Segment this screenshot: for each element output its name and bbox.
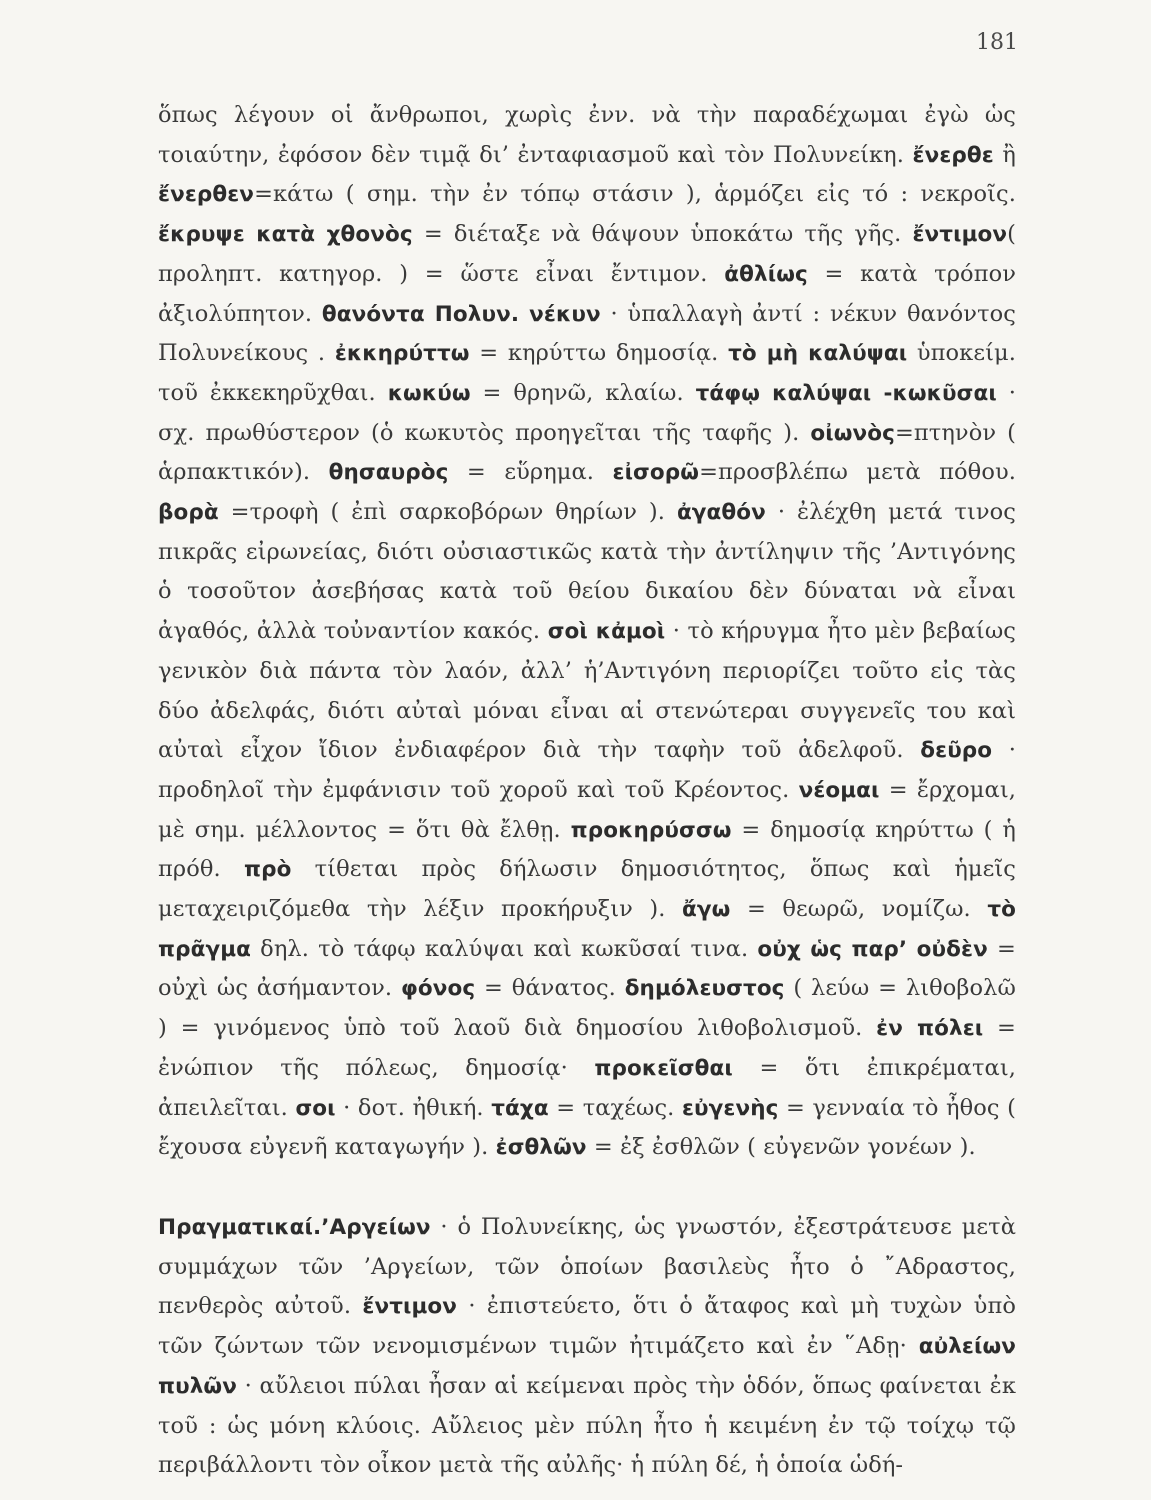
lemma-term: ἐσθλῶν <box>495 1135 587 1161</box>
gloss-text: = ταχέως. <box>548 1094 682 1121</box>
gloss-text: · προδηλοῖ τὴν ἐμφάνισιν τοῦ χοροῦ καὶ τοῦ Κρέοντος. <box>158 737 1016 803</box>
gloss-text: = εὕρημα. <box>448 459 613 486</box>
gloss-text: · τὸ κήρυγμα ἦτο μὲν βεβαίως γενικὸν διὰ πάντα τὸν λαόν, ἀλλ’ ἡ’Αντιγόνη περιορίζει τοῦτο εἰς τὰς δύο ἀδελφάς, διότι αὐταὶ μόναι εἶναι αἱ στενώτεραι συγγενεῖς του καὶ αὐταὶ εἶχον ἴδιον ἐνδιαφέρον διὰ τὴν ταφὴν τοῦ ἀδελφοῦ. <box>158 618 1017 764</box>
gloss-text: · ἐλέχθη μετά τινος πικρᾶς εἰρωνείας, διότι οὐσιαστικῶς κατὰ τὴν ἀντίληψιν τῆς ’Αντιγόνης ὁ τοσοῦτον ἀσεβήσας κατὰ τοῦ θείου δικαίου δὲν δύναται νὰ εἶναι ἀγαθός, ἀλλὰ τοὐναντίον κακός. <box>158 499 1016 645</box>
gloss-text: =προσβλέπω μετὰ πόθου. <box>699 459 1017 486</box>
gloss-text: =τροφὴ ( ἐπὶ σαρκοβόρων θηρίων ). <box>218 499 677 526</box>
lemma-term: ἔκρυψε κατὰ χθονὸς <box>158 222 413 248</box>
gloss-text: ( προληπτ. κατηγορ. ) = ὥστε εἶναι ἔντιμον. <box>158 221 1016 287</box>
lemma-term: πρὸ <box>243 857 292 883</box>
lemma-term: τάχα <box>491 1095 549 1121</box>
lemma-term: οὐχ ὡς παρ’ οὐδὲν <box>757 936 988 962</box>
lemma-term: τὸ μὴ καλύψαι <box>728 341 908 367</box>
lemma-term: νέομαι <box>798 777 880 803</box>
page-number: 181 <box>976 30 1018 55</box>
paragraph-factual-notes <box>158 1208 1016 1486</box>
lemma-term: φόνος <box>400 976 476 1002</box>
lemma-term: ἔνερθε <box>912 142 994 168</box>
lemma-term: κωκύω <box>387 380 471 406</box>
lemma-term: ἀγαθόν <box>676 500 766 526</box>
lemma-term: θανόντα Πολυν. νέκυν <box>321 301 601 327</box>
lemma-term: προκεῖσθαι <box>594 1055 733 1081</box>
gloss-text: =πτηνὸν ( ἁρπακτικόν). <box>158 419 1016 486</box>
gloss-text: ἢ <box>993 141 1016 168</box>
gloss-text: = ἐνώπιον τῆς πόλεως, δημοσίᾳ· <box>158 1015 1016 1081</box>
gloss-text: ὅπως λέγουν οἱ ἄνθρωποι, χωρὶς ἐνν. νὰ τὴν παραδέχωμαι ἐγὼ ὡς τοιαύτην, ἐφόσον δὲν τιμᾷ δι’ ἐνταφιασμοῦ καὶ τὸν Πολυνείκη. <box>158 102 1016 168</box>
lemma-term: τάφῳ καλύψαι -κωκῦσαι <box>695 380 997 406</box>
gloss-text: = οὐχὶ ὡς ἀσήμαντον. <box>158 935 1016 1002</box>
lemma-term: ἔντιμον <box>912 222 1008 248</box>
lemma-term: βορὰ <box>158 500 219 526</box>
paragraph-commentary <box>158 96 1016 1168</box>
gloss-text: δηλ. τὸ τάφῳ καλύψαι καὶ κωκῦσαί τινα. <box>251 935 758 962</box>
gloss-text: = δημοσίᾳ κηρύττω ( ἡ πρόθ. <box>158 816 1016 883</box>
gloss-text: · ὁ Πολυνείκης, ὡς γνωστόν, ἐξεστράτευσε μετὰ συμμάχων τῶν ’Αργείων, τῶν ὁποίων βασιλεὺς ἦτο ὁ ῎Αδραστος, πενθερὸς αὐτοῦ. <box>158 1213 1016 1320</box>
gloss-text: · ὑπαλλαγὴ ἀντί : νέκυν θανόντος Πολυνείκους . <box>158 300 1016 367</box>
lemma-term: ἐν πόλει <box>876 1016 984 1042</box>
gloss-text: · ἐπιστεύετο, ὅτι ὁ ἄταφος καὶ μὴ τυχὼν ὑπὸ τῶν ζώντων τῶν νενομισμένων τιμῶν ἠτιμάζετο καὶ ἐν ῞Αδῃ· <box>158 1293 1016 1360</box>
gloss-text: = θεωρῶ, νομίζω. <box>730 896 988 923</box>
lemma-term: οἰωνὸς <box>810 420 895 446</box>
lemma-term: Πραγματικαί.’Αργείων <box>158 1214 431 1240</box>
lemma-term: προκηρύσσω <box>570 817 732 843</box>
lemma-term: τὸ πρᾶγμα <box>158 897 1017 962</box>
lemma-term: δημόλευστος <box>624 976 785 1002</box>
gloss-text: = θάνατος. <box>475 975 625 1002</box>
gloss-text: = ὅτι ἐπικρέμαται, ἀπειλεῖται. <box>158 1054 1016 1121</box>
lemma-term: δεῦρο <box>920 738 993 764</box>
body-text <box>158 96 1016 1486</box>
lemma-term: αὐλείων πυλῶν <box>158 1334 1016 1399</box>
gloss-text: · αὔλειοι πύλαι ἦσαν αἱ κείμεναι πρὸς τὴν ὁδόν, ὅπως φαίνεται ἐκ τοῦ : ὡς μόνη κλύοις. Αὔλειος μὲν πύλη ἦτο ἡ κειμένη ἐν τῷ τοίχῳ τῷ περιβάλλοντι τὸν οἶκον μετὰ τῆς αὐλῆς· ἡ πύλη δέ, ἡ ὁποία ὡδή- <box>158 1372 1016 1479</box>
lemma-term: ἔντιμον <box>362 1294 458 1320</box>
lemma-term: ἄγω <box>682 897 731 923</box>
gloss-text: τίθεται πρὸς δήλωσιν δημοσιότητος, ὅπως καὶ ἡμεῖς μεταχειριζόμεθα τὴν λέξιν προκήρυξιν ). <box>158 856 1017 923</box>
lemma-term: εἰσορῶ <box>612 460 700 486</box>
gloss-text: ὑποκείμ. τοῦ ἐκκεκηρῦχθαι. <box>158 340 1016 406</box>
gloss-text: = ἐξ ἐσθλῶν ( εὐγενῶν γονέων ). <box>586 1134 976 1161</box>
gloss-text: = κατὰ τρόπον ἀξιολύπητον. <box>158 260 1016 327</box>
lemma-term: ἔνερθεν <box>158 182 255 208</box>
gloss-text: · δοτ. ἠθική. <box>335 1094 492 1121</box>
lemma-term: ἐκκηρύττω <box>334 341 470 367</box>
lemma-term: θησαυρὸς <box>328 460 449 486</box>
lemma-term: σοι <box>295 1095 336 1121</box>
lemma-term: ἀθλίως <box>724 261 808 287</box>
lemma-term: σοὶ κἀμοὶ <box>547 619 666 645</box>
gloss-text: = διέταξε νὰ θάψουν ὑποκάτω τῆς γῆς. <box>412 221 913 248</box>
gloss-text: =κάτω ( σημ. τὴν ἐν τόπῳ στάσιν ), ἁρμόζει εἰς τό : νεκροῖς. <box>254 181 1016 208</box>
gloss-text: · σχ. πρωθύστερον (ὁ κωκυτὸς προηγεῖται τῆς ταφῆς ). <box>158 379 1016 446</box>
gloss-text: = θρηνῶ, κλαίω. <box>470 379 696 406</box>
gloss-text: ( λεύω = λιθοβολῶ ) = γινόμενος ὑπὸ τοῦ λαοῦ διὰ δημοσίου λιθοβολισμοῦ. <box>158 975 1016 1042</box>
gloss-text: = κηρύττω δημοσίᾳ. <box>469 340 729 367</box>
gloss-text: = ἔρχομαι, μὲ σημ. μέλλοντος = ὅτι θὰ ἔλθῃ. <box>158 776 1016 843</box>
gloss-text: = γενναία τὸ ἦθος ( ἔχουσα εὐγενῆ καταγωγήν ). <box>158 1094 1016 1161</box>
lemma-term: εὐγενὴς <box>681 1095 779 1121</box>
